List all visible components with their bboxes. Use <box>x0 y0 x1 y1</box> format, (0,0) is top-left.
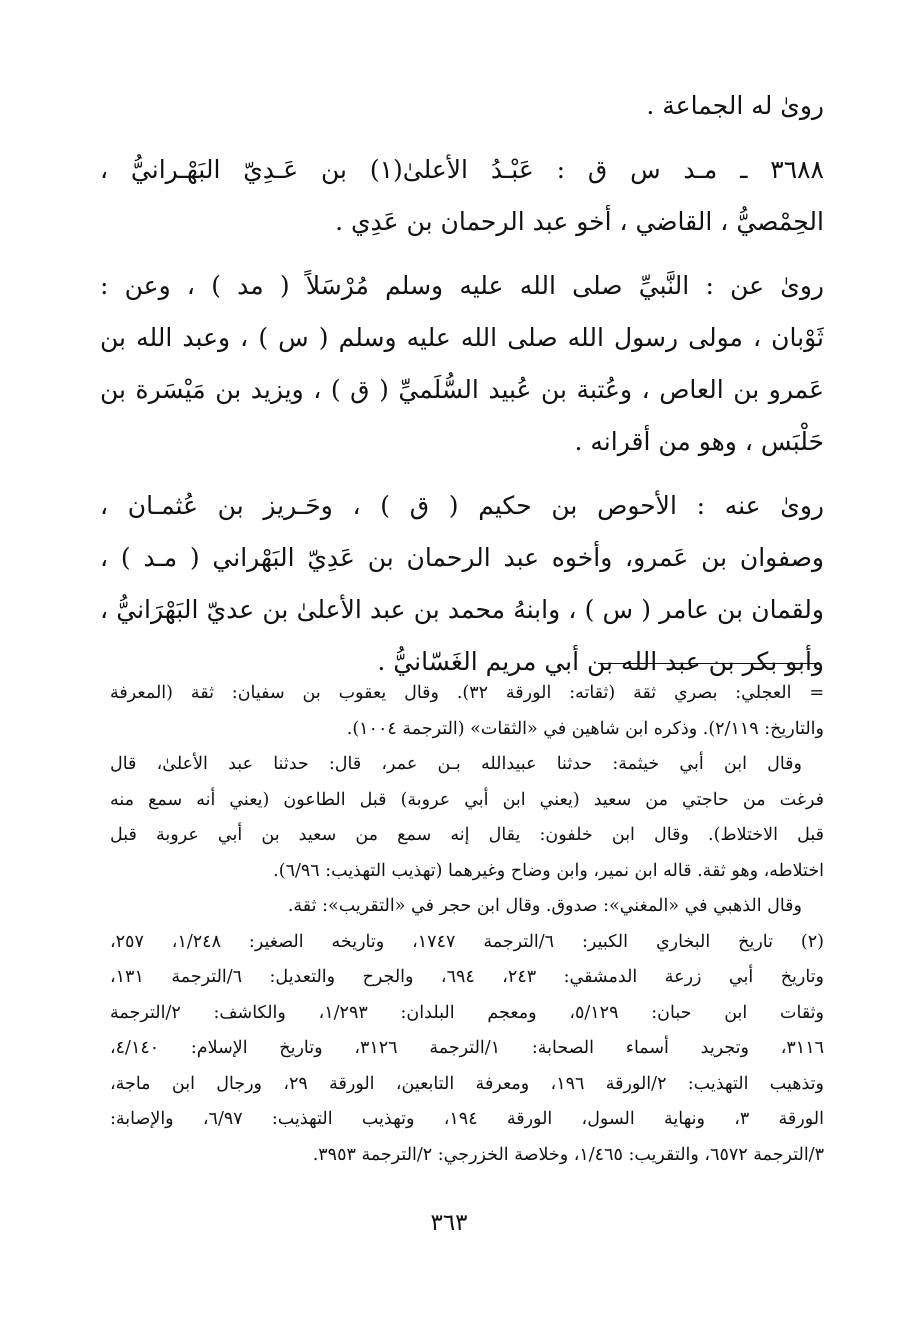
entry-heading-line: ٣٦٨٨ ـ مـد س ق : عَبْـدُ الأعلىٰ(١) بن عَـدِيّ البَهْـرانيُّ ، <box>100 155 824 184</box>
footnote-line: فرغت من حاجتي من سعيد (يعني ابن أبي عروبة) قبل الطاعون (يعني أنه سمع منه <box>110 789 824 810</box>
footnote-line: ٣/الترجمة ٦٥٧٢، والتقريب: ١/٤٦٥، وخلاصة الخزرجي: ٢/الترجمة ٣٩٥٣. <box>312 1144 824 1165</box>
text-line: رویٰ عنه : الأحوص بن حكيم ( ق ) ، وحَـريز بن عُثمـان ، <box>100 491 824 520</box>
text-line: عَمرو بن العاص ، وعُتبة بن عُبيد السُّلَميِّ ( ق ) ، ويزيد بن مَيْسَرة بن <box>100 375 824 404</box>
footnote-divider <box>598 663 818 664</box>
footnote-line: وتاريخ أبي زرعة الدمشقي: ٢٤٣، ٦٩٤، والجرح والتعديل: ٦/الترجمة ١٣١، <box>110 967 824 987</box>
footnote-line: والتاريخ: ٢/١١٩). وذكره ابن شاهين في «الثقات» (الترجمة ١٠٠٤). <box>346 718 824 739</box>
text-line: وأبو بكر بن عبد الله بن أبي مريم الغَسّانيُّ . <box>377 647 824 676</box>
footnote-line: (٢) تاريخ البخاري الكبير: ٦/الترجمة ١٧٤٧، وتاريخه الصغير: ١/٢٤٨، ٢٥٧، <box>110 931 824 952</box>
main-text <box>100 80 824 688</box>
footnote-line: = العجلي: بصري ثقة (ثقاته: الورقة ٣٢). وقال يعقوب بن سفيان: ثقة (المعرفة <box>110 683 824 703</box>
footnote-line: وقال ابن أبي خيثمة: حدثنا عبيدالله بـن عمر، قال: حدثنا عبد الأعلىٰ، قال <box>110 754 802 774</box>
text-line: وصفوان بن عَمرو، وأخوه عبد الرحمان بن عَدِيّ البَهْراني ( مـد ) ، <box>100 543 824 572</box>
page-number: ٣٦٣ <box>430 1210 468 1236</box>
text-line: رویٰ عن : النَّبيِّ صلى الله عليه وسلم مُرْسَلاً ( مد ) ، وعن : <box>100 271 824 300</box>
footnote-line: وقال الذهبي في «المغني»: صدوق. وقال ابن حجر في «التقريب»: ثقة. <box>287 896 802 916</box>
footnote-line: اختلاطه، وهو ثقة. قاله ابن نمير، وابن وضاح وغيرهما (تهذيب التهذيب: ٦/٩٦). <box>273 860 824 881</box>
text-line: ثَوْبان ، مولى رسول الله صلى الله عليه وسلم ( س ) ، وعبد الله بن <box>100 323 824 352</box>
footnote-line: ٣١١٦، وتجريد أسماء الصحابة: ١/الترجمة ٣١٢٦، وتاريخ الإسلام: ٤/١٤٠، <box>110 1038 824 1058</box>
text-line: الحِمْصيُّ ، القاضي ، أخو عبد الرحمان بن عَدِي . <box>335 207 824 236</box>
footnote-line: الورقة ٣، ونهاية السول، الورقة ١٩٤، وتهذيب التهذيب: ٦/٩٧، والإصابة: <box>110 1109 824 1129</box>
footnote-line: وثقات ابن حبان: ٥/١٢٩، ومعجم البلدان: ١/٢٩٣، والكاشف: ٢/الترجمة <box>110 1002 824 1023</box>
footnotes <box>110 676 824 1173</box>
text-line: ولقمان بن عامر ( س ) ، وابنهُ محمد بن عبد الأعلىٰ بن عديّ البَهْرَانيُّ ، <box>100 595 824 624</box>
text-line: حَلْبَس ، وهو من أقرانه . <box>574 427 824 456</box>
text-line: رویٰ له الجماعة . <box>646 91 824 120</box>
footnote-line: وتذهيب التهذيب: ٢/الورقة ١٩٦، ومعرفة التابعين، الورقة ٢٩، ورجال ابن ماجة، <box>110 1073 824 1094</box>
footnote-line: قبل الاختلاط). وقال ابن خلفون: يقال إنه سمع من سعيد بن أبي عروبة قبل <box>110 825 824 845</box>
